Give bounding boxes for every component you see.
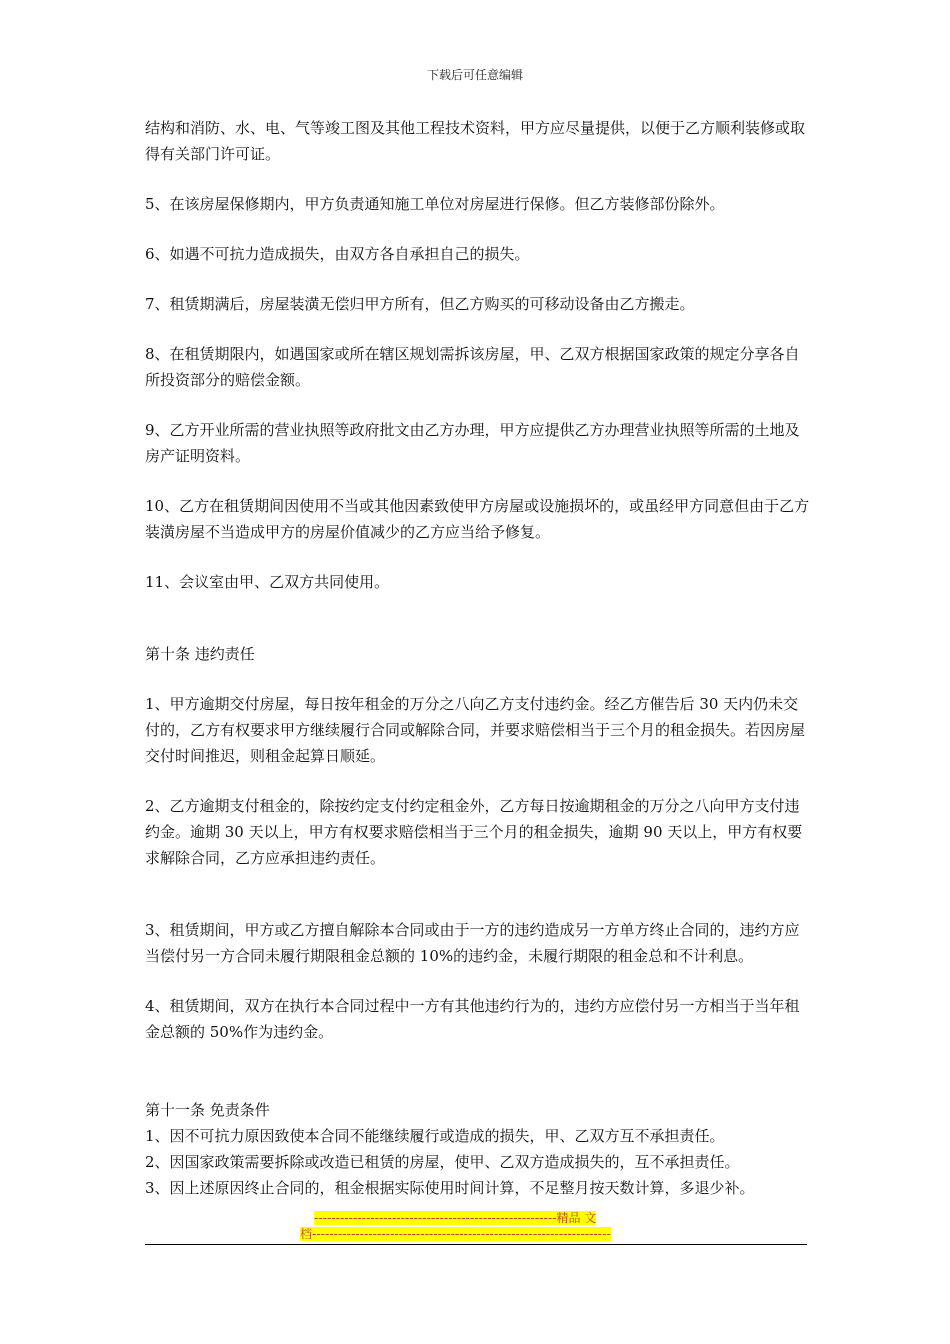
footer-watermark — [300, 1210, 650, 1242]
page-header: 下载后可任意编辑 — [426, 68, 523, 82]
clause-10: 10、乙方在租赁期间因使用不当或其他因素致使甲方房屋或设施损坏的，或虽经甲方同意但由于乙方装潢房屋不当造成甲方的房屋价值减少的乙方应当给予修复。 — [145, 497, 810, 541]
footer-line-1: --------------------------------------------------------精品 文 — [314, 1211, 597, 1225]
breach-clause-2: 2、乙方逾期支付租金的，除按约定支付约定租金外，乙方每日按逾期租金的万分之八向甲方支付违约金。逾期 30 天以上，甲方有权要求赔偿相当于三个月的租金损失，逾期 90 天以上，甲方有权要求解除合同，乙方应承担违约责任。 — [145, 797, 803, 867]
breach-clause-4: 4、租赁期间，双方在执行本合同过程中一方有其他违约行为的，违约方应偿付另一方相当于当年租金总额的 50%作为违约金。 — [145, 997, 800, 1041]
clause-8: 8、在租赁期限内，如遇国家或所在辖区规划需拆该房屋，甲、乙双方根据国家政策的规定分享各自所投资部分的赔偿金额。 — [145, 345, 800, 389]
clause-7: 7、租赁期满后，房屋装潢无偿归甲方所有，但乙方购买的可移动设备由乙方搬走。 — [145, 295, 695, 313]
exemption-clause-3: 3、因上述原因终止合同的，租金根据实际使用时间计算，不足整月按天数计算，多退少补。 — [145, 1179, 755, 1197]
clause-6: 6、如遇不可抗力造成损失，由双方各自承担自己的损失。 — [145, 245, 530, 263]
document-body — [145, 115, 810, 1201]
exemption-clause-2: 2、因国家政策需要拆除或改造已租赁的房屋，使甲、乙双方造成损失的，互不承担责任。 — [145, 1153, 740, 1171]
clause-11: 11、会议室由甲、乙双方共同使用。 — [145, 573, 390, 591]
footer-divider — [145, 1244, 807, 1245]
footer-line-2: 档--------------------------------------------------------------------- — [300, 1227, 611, 1241]
paragraph-continuation: 结构和消防、水、电、气等竣工图及其他工程技术资料，甲方应尽量提供，以便于乙方顺利装修或取得有关部门许可证。 — [145, 119, 806, 163]
breach-clause-3: 3、租赁期间，甲方或乙方擅自解除本合同或由于一方的违约造成另一方单方终止合同的，违约方应当偿付另一方合同未履行期限租金总额的 10%的违约金，未履行期限的租金总和不计利息。 — [145, 921, 800, 965]
section-heading-breach: 第十条 违约责任 — [145, 645, 255, 663]
breach-clause-1: 1、甲方逾期交付房屋，每日按年租金的万分之八向乙方支付违约金。经乙方催告后 30 天内仍未交付的，乙方有权要求甲方继续履行合同或解除合同，并要求赔偿相当于三个月的租金损失。若因房屋交付时间推迟，则租金起算日顺延。 — [145, 695, 806, 765]
exemption-clause-1: 1、因不可抗力原因致使本合同不能继续履行或造成的损失，甲、乙双方互不承担责任。 — [145, 1127, 725, 1145]
section-heading-exemption: 第十一条 免责条件 — [145, 1101, 270, 1119]
clause-9: 9、乙方开业所需的营业执照等政府批文由乙方办理，甲方应提供乙方办理营业执照等所需的土地及房产证明资料。 — [145, 421, 800, 465]
clause-5: 5、在该房屋保修期内，甲方负责通知施工单位对房屋进行保修。但乙方装修部份除外。 — [145, 195, 725, 213]
